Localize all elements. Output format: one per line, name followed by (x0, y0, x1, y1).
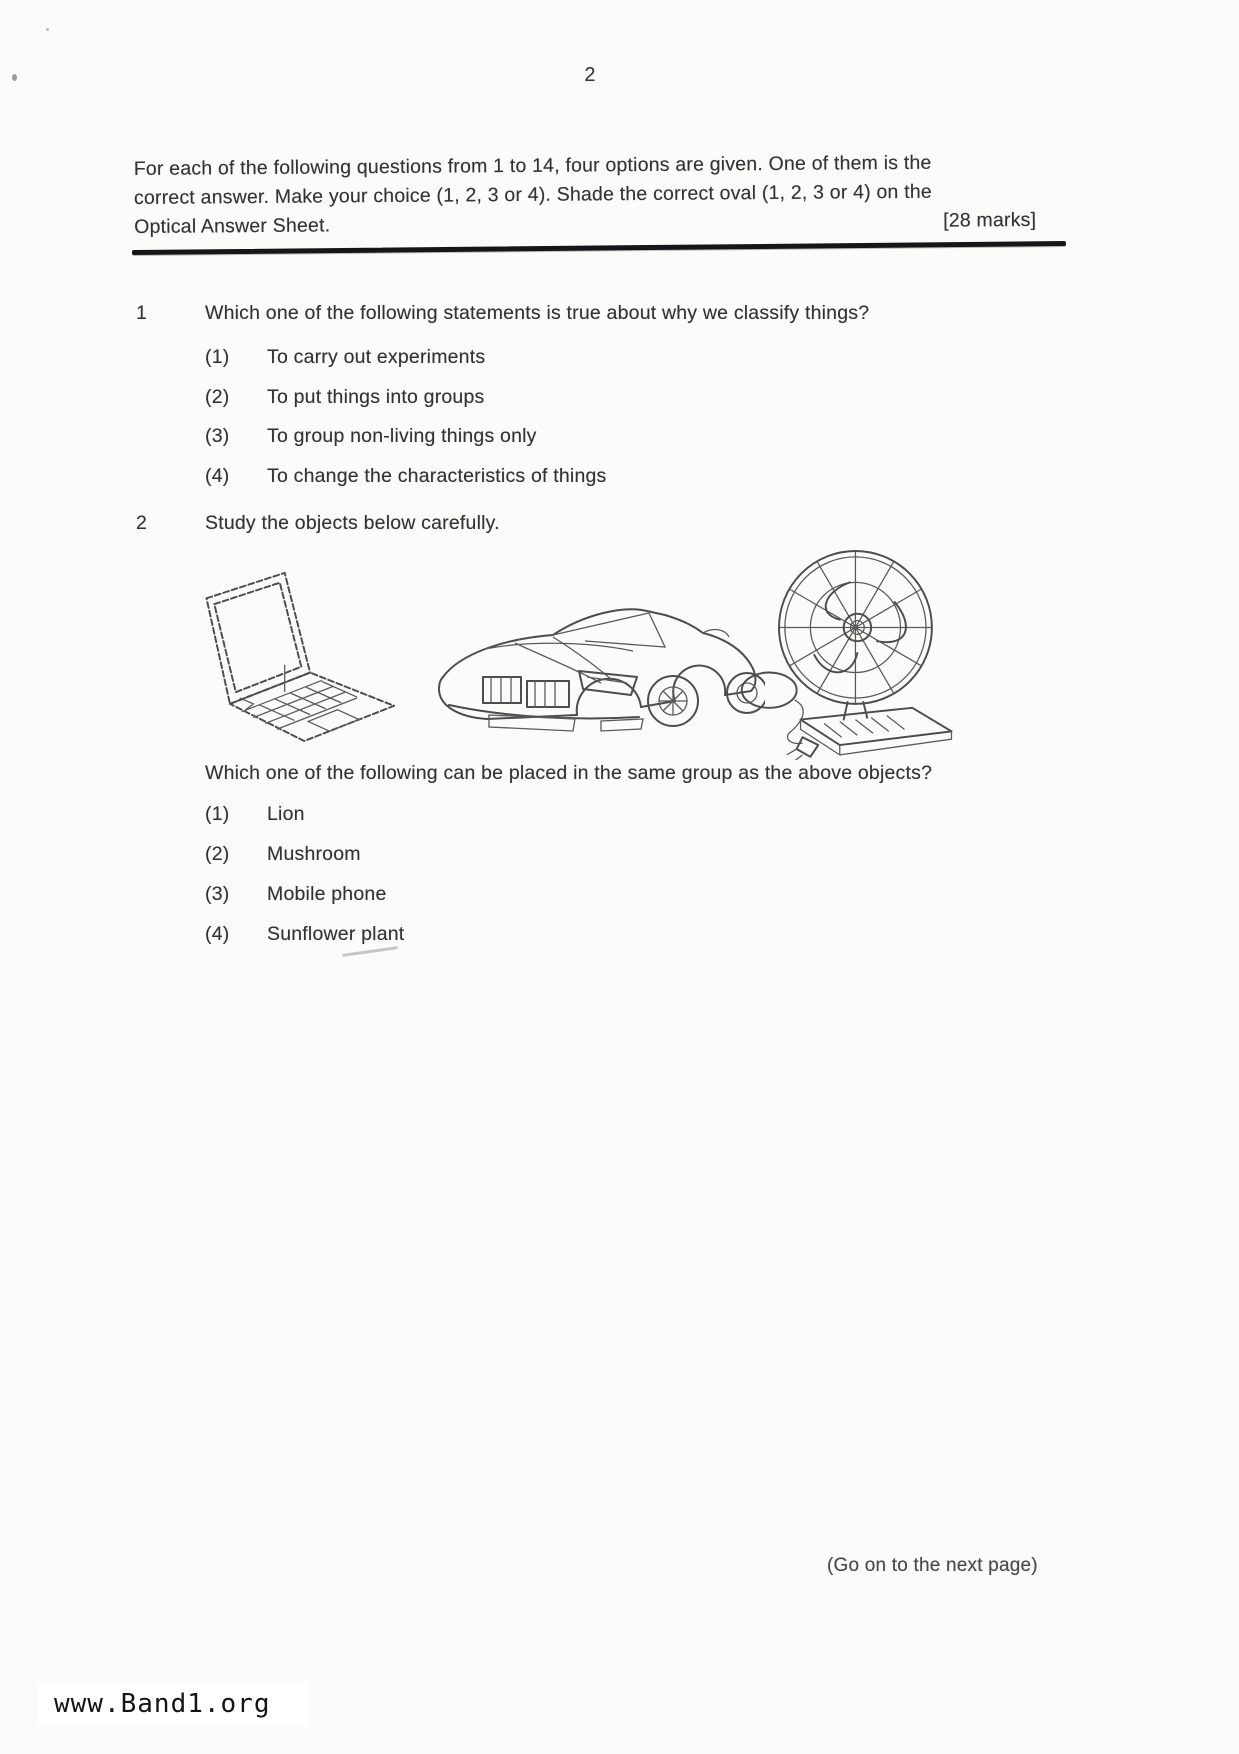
question-1-option-1[interactable] (205, 338, 1096, 370)
question-1-stem: Which one of the following statements is true about why we classify things? (205, 302, 870, 324)
question-2-options (205, 795, 404, 955)
section-divider-rule (132, 241, 1066, 255)
option-text: Sunflower plant (267, 923, 405, 945)
question-2-objects (180, 540, 980, 755)
go-next-page-note: (Go on to the next page) (827, 1555, 1038, 1576)
option-label: (3) (205, 883, 230, 905)
option-label: (2) (205, 843, 230, 865)
question-1-option-2[interactable] (205, 378, 1096, 410)
page-number: 2 (584, 64, 596, 86)
instructions-line-1: For each of the following questions from 1 to 14, four options are given. One of them is the (133, 151, 932, 181)
option-text: To group non-living things only (267, 425, 537, 447)
option-text: To put things into groups (267, 385, 485, 408)
question-2-question: Which one of the following can be placed in the same group as the above objects? (205, 762, 933, 784)
question-2-option-4[interactable] (205, 915, 404, 947)
scan-speck (12, 74, 17, 81)
question-2-option-2[interactable] (205, 835, 404, 867)
laptop-image (185, 565, 400, 745)
option-text: Mushroom (267, 843, 361, 865)
watermark-url: www.Band1.org (38, 1682, 309, 1726)
option-label: (2) (205, 385, 230, 408)
option-text: To carry out experiments (267, 346, 486, 368)
option-text: Lion (267, 803, 305, 825)
instructions-line-2: correct answer. Make your choice (1, 2, 3 or 4). Shade the correct oval (1, 2, 3 or 4) on the (133, 180, 932, 209)
option-text: To change the characteristics of things (267, 464, 607, 487)
scan-speck (46, 28, 49, 31)
instructions-block (134, 148, 1037, 242)
question-1-number: 1 (136, 302, 148, 324)
option-label: (1) (205, 803, 230, 825)
option-text: Mobile phone (267, 883, 387, 905)
question-1-option-4[interactable] (205, 457, 1096, 489)
question-2-option-1[interactable] (205, 795, 404, 827)
option-label: (1) (205, 346, 230, 368)
instructions-line-3: Optical Answer Sheet. (134, 214, 331, 238)
question-2-option-3[interactable] (205, 875, 404, 907)
question-2-number: 2 (136, 512, 148, 534)
option-label: (3) (205, 425, 230, 447)
option-label: (4) (205, 923, 230, 945)
marks-label: [28 marks] (943, 208, 1037, 232)
convertible-car-image (425, 585, 765, 745)
question-1 (136, 300, 1096, 496)
option-label: (4) (205, 464, 230, 487)
electric-fan-image (730, 540, 975, 760)
question-2-stem: Study the objects below carefully. (205, 512, 500, 534)
question-2 (136, 510, 1096, 536)
question-1-option-3[interactable] (205, 417, 1096, 449)
